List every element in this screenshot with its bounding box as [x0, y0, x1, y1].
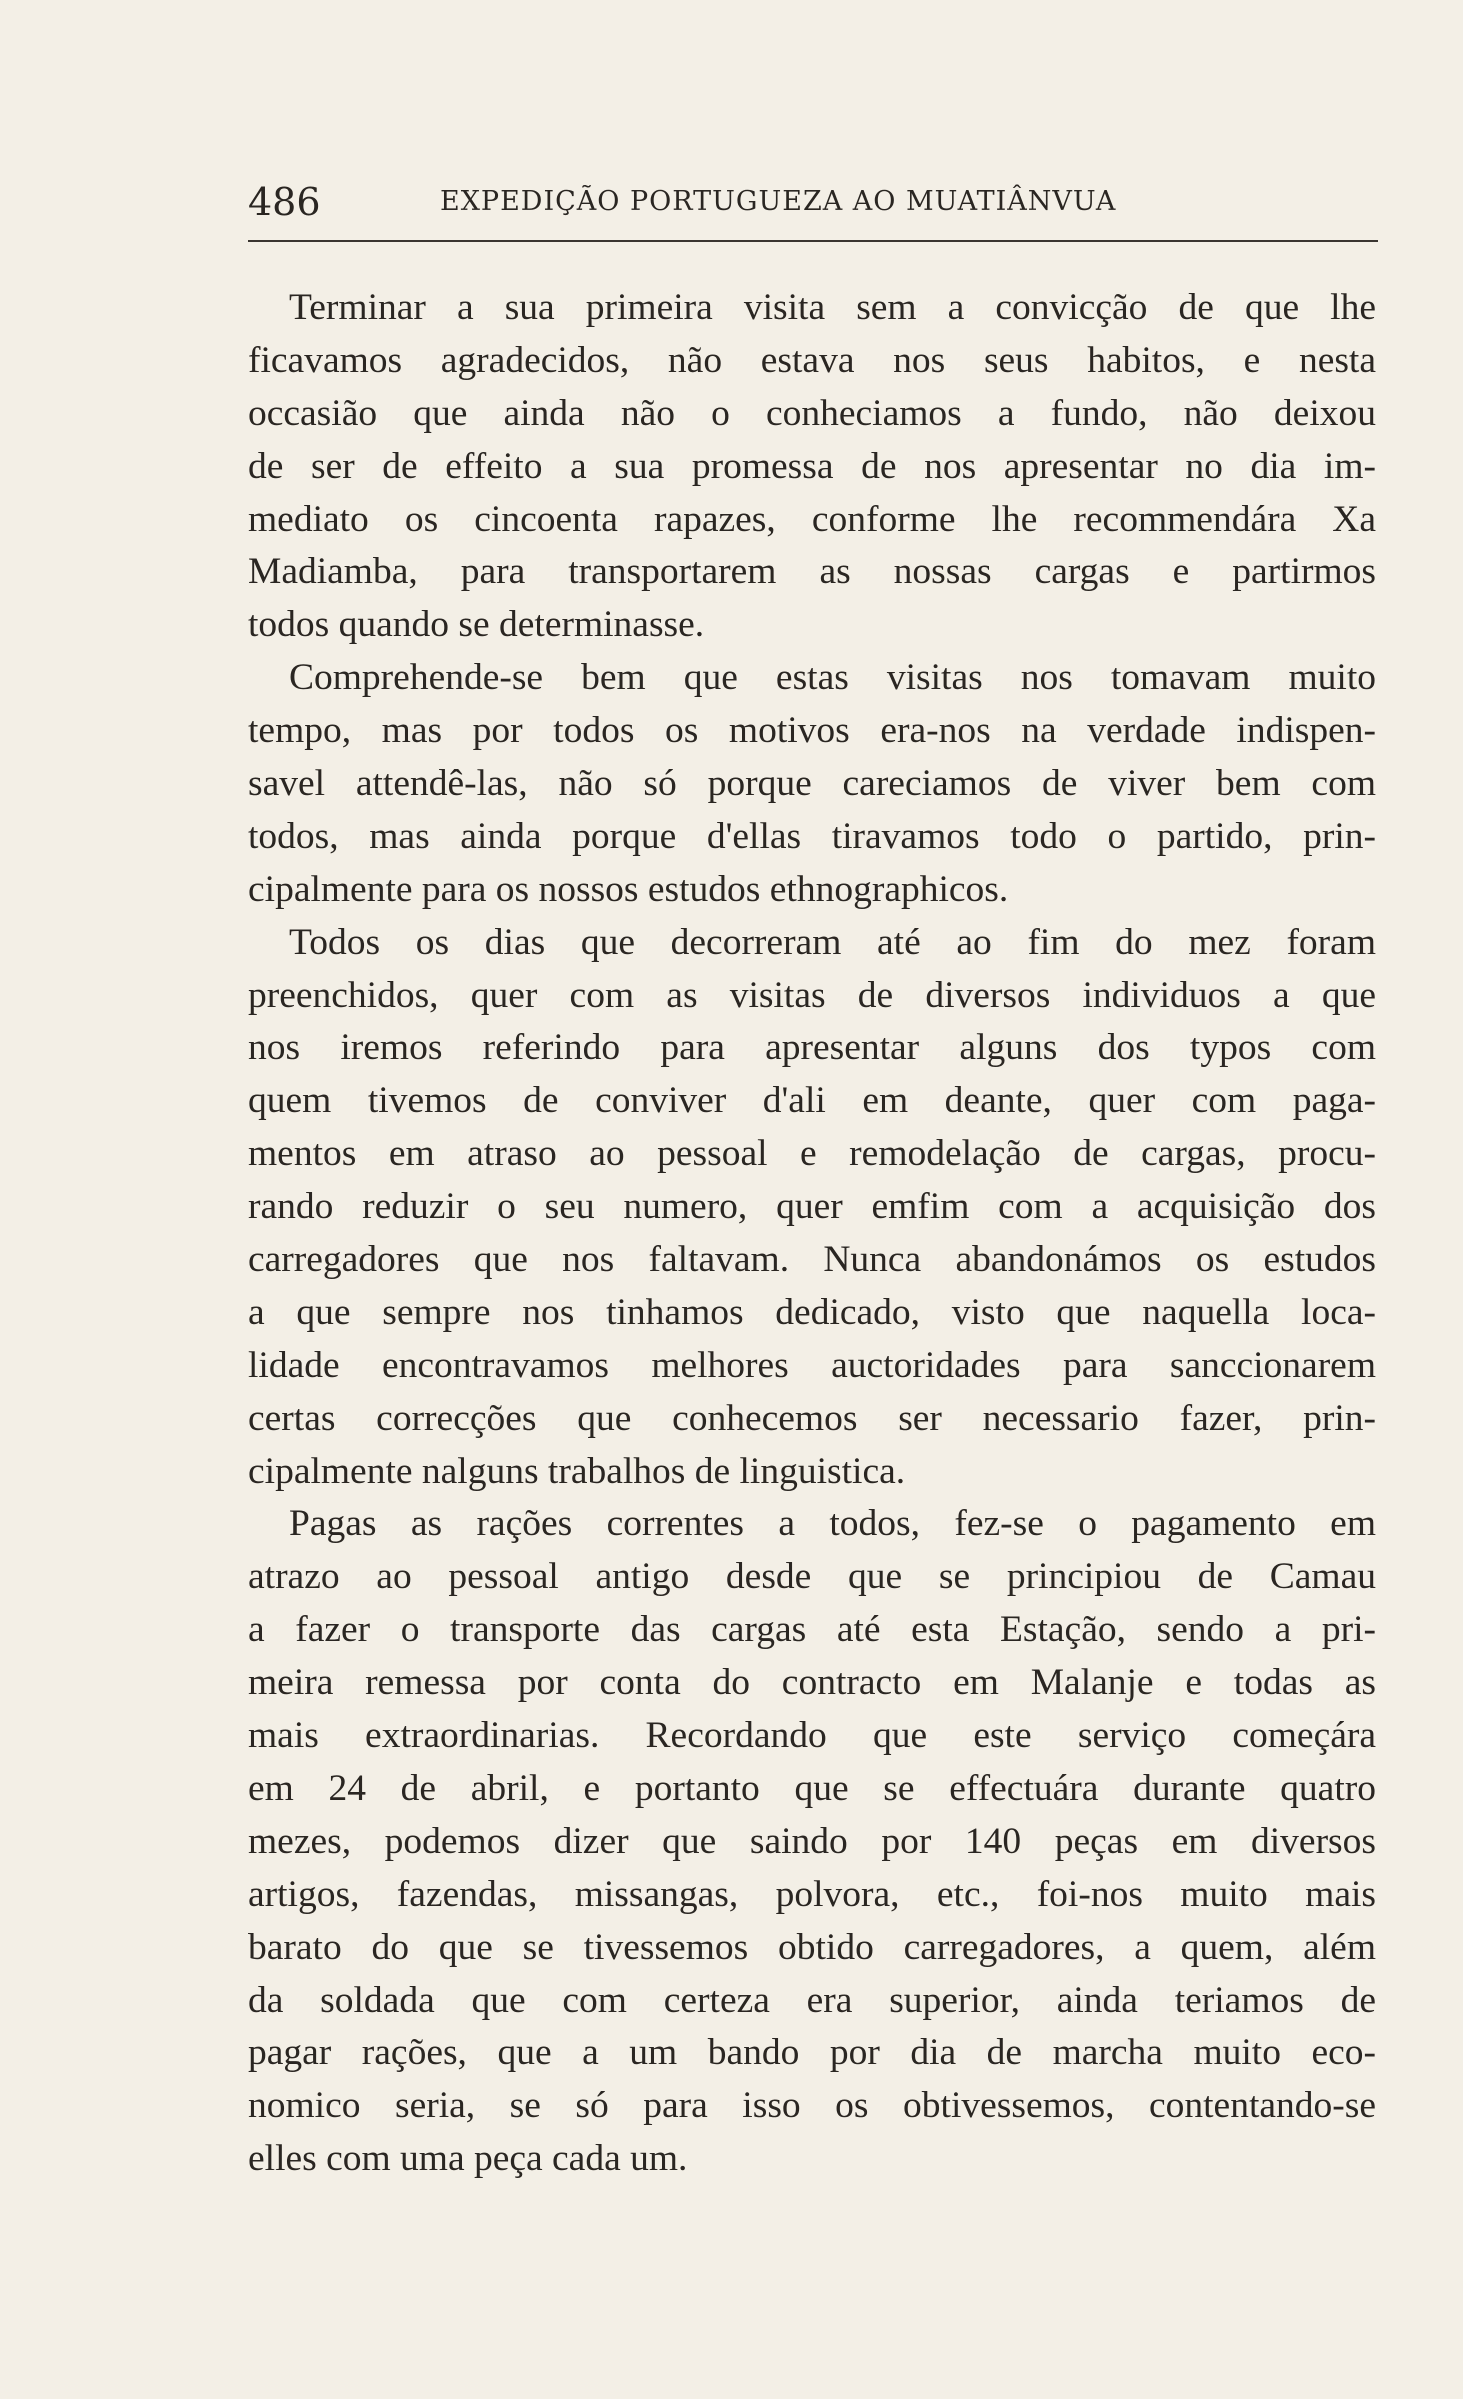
body-text — [248, 282, 1376, 2186]
text-line: tempo, mas por todos os motivos era-nos na verdade indispen- — [248, 710, 1376, 752]
text-line: carregadores que nos faltavam. Nunca abandonámos os estudos — [248, 1239, 1376, 1281]
text-line: lidade encontravamos melhores auctoridades para sanccionarem — [248, 1344, 1376, 1386]
text-line: Comprehende-se bem que estas visitas nos tomavam muito — [289, 657, 1376, 699]
text-line: em 24 de abril, e portanto que se effectuára durante quatro — [248, 1767, 1376, 1809]
text-line: cipalmente nalguns trabalhos de linguistica. — [248, 1450, 906, 1492]
page-header — [248, 176, 1378, 228]
text-line: mais extraordinarias. Recordando que este serviço começára — [248, 1715, 1376, 1757]
text-line: ficavamos agradecidos, não estava nos seus habitos, e nesta — [248, 339, 1376, 381]
text-line: mediato os cincoenta rapazes, conforme lhe recommendára Xa — [248, 498, 1376, 540]
text-line: preenchidos, quer com as visitas de diversos individuos a que — [248, 974, 1376, 1016]
text-line: todos, mas ainda porque d'ellas tiravamos todo o partido, prin- — [248, 815, 1376, 857]
text-line: de ser de effeito a sua promessa de nos apresentar no dia im- — [248, 445, 1376, 487]
text-line: todos quando se determinasse. — [248, 604, 705, 646]
text-line: Terminar a sua primeira visita sem a convicção de que lhe — [289, 287, 1376, 328]
text-line: Madiamba, para transportarem as nossas cargas e partirmos — [248, 551, 1376, 593]
text-line: rando reduzir o seu numero, quer emfim com a acquisição dos — [248, 1186, 1376, 1228]
text-line: mezes, podemos dizer que saindo por 140 peças em diversos — [248, 1820, 1376, 1862]
text-line: atrazo ao pessoal antigo desde que se principiou de Camau — [248, 1556, 1376, 1598]
text-line: savel attendê-las, não só porque careciamos de viver bem com — [248, 763, 1376, 805]
page-number: 486 — [248, 180, 321, 224]
text-line: certas correcções que conhecemos ser necessario fazer, prin- — [248, 1397, 1376, 1439]
text-line: elles com uma peça cada um. — [248, 2138, 688, 2180]
text-line: quem tivemos de conviver d'ali em deante, quer com paga- — [248, 1080, 1376, 1122]
text-line: cipalmente para os nossos estudos ethnographicos. — [248, 868, 1009, 910]
text-line: Pagas as rações correntes a todos, fez-se o pagamento em — [289, 1503, 1376, 1545]
header-rule — [248, 240, 1378, 242]
text-line: a fazer o transporte das cargas até esta Estação, sendo a pri- — [248, 1609, 1376, 1651]
text-line: occasião que ainda não o conheciamos a fundo, não deixou — [248, 392, 1376, 434]
text-line: nos iremos referindo para apresentar alguns dos typos com — [248, 1027, 1376, 1069]
text-line: da soldada que com certeza era superior, ainda teriamos de — [248, 1979, 1376, 2021]
text-line: pagar rações, que a um bando por dia de marcha muito eco- — [248, 2032, 1376, 2074]
running-head: EXPEDIÇÃO PORTUGUEZA AO MUATIÂNVUA — [440, 186, 1117, 217]
text-line: artigos, fazendas, missangas, polvora, etc., foi-nos muito mais — [248, 1873, 1376, 1915]
text-line: meira remessa por conta do contracto em Malanje e todas as — [248, 1662, 1376, 1704]
text-line: nomico seria, se só para isso os obtivessemos, contentando-se — [248, 2085, 1376, 2127]
text-line: mentos em atraso ao pessoal e remodelação de cargas, procu- — [248, 1133, 1376, 1175]
text-line: Todos os dias que decorreram até ao fim do mez foram — [289, 921, 1376, 963]
text-line: a que sempre nos tinhamos dedicado, visto que naquella loca- — [248, 1291, 1376, 1333]
text-line: barato do que se tivessemos obtido carregadores, a quem, além — [248, 1926, 1376, 1968]
